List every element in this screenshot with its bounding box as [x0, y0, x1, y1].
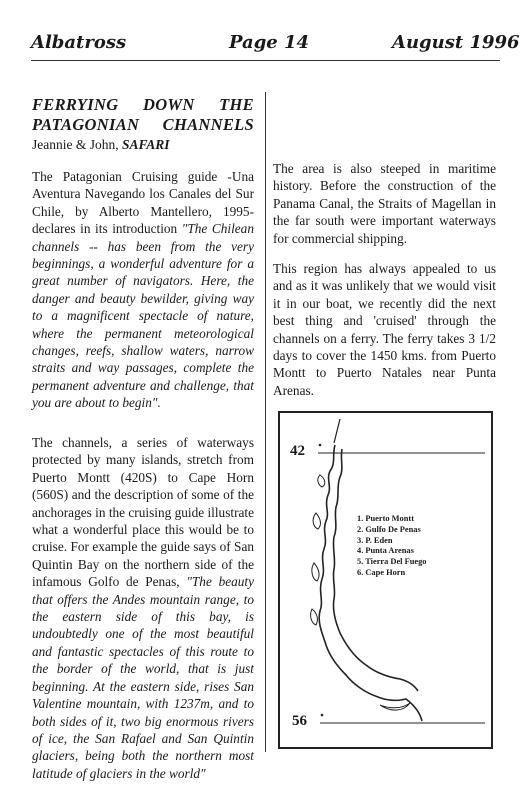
legend-item: 6. Cape Horn: [357, 567, 406, 577]
column-divider: [265, 92, 266, 752]
paragraph-channels-quote: "The beauty that offers the Andes mountain range, to the eastern side of this bay, is undoubtedly one of the most beautiful and fantastic spectacles of this route to the border of the world, that is just beginning. At the eastern side, rises San Valentine mountain, with 1237m, and to both sides of it, two big enormous rivers of ice, the San Rafael and San Quintin glaciers, being both the northern most latitude of glaciers in the world": [32, 574, 255, 781]
route-line: [334, 419, 340, 443]
island-shape: [318, 475, 325, 487]
patagonia-map-figure: [278, 411, 493, 749]
island-shape: [313, 513, 320, 529]
byline-names: Jeannie & John,: [32, 137, 119, 152]
article-title: FERRYING DOWN THE PATAGONIAN CHANNELS: [32, 95, 254, 134]
header-rule: [31, 60, 500, 61]
paragraph-intro: [32, 168, 254, 412]
page-number: Page 14: [229, 32, 310, 53]
lat-dot: [321, 714, 324, 717]
lat-label-top: 42: [290, 443, 305, 459]
paragraph-channels: [32, 434, 254, 782]
legend-item: 4. Punta Arenas: [357, 546, 414, 556]
paragraph-channels-text: The channels, a series of waterways protected by many islands, stretch from Puerto Montt (420S) to Cape Horn (560S) and the description of some of the anchorages in the cruising guide illustrate what a wonderful place this would be to cruise. For example the guide says of San Quintin Bay on the northern side of the infamous Golfo de Penas,: [32, 435, 254, 590]
issue-date: August 1996: [392, 32, 520, 53]
legend-item: 5. Tierra Del Fuego: [357, 557, 427, 567]
island-shape: [311, 609, 318, 625]
island-shape: [380, 703, 410, 710]
paragraph-ferry: This region has always appealed to us and as it was unlikely that we would visit it in our boat, we recently did the next best thing and 'cruised' through the channels on a ferry. The ferry takes 3 1/2 days to cover the 1450 kms. from Puerto Montt to Puerto Natales near Punta Arenas.: [273, 261, 496, 398]
island-shape: [312, 563, 319, 581]
map-legend: [357, 514, 426, 579]
byline-boat: SAFARI: [122, 137, 170, 152]
lat-label-bottom: 56: [292, 713, 307, 729]
lat-dot: [319, 444, 322, 447]
legend-item: 2. Gulfo De Penas: [357, 524, 421, 534]
article-byline: [32, 137, 170, 153]
paragraph-intro-quote: "The Chilean channels -- has been from the very beginnings, a wonderful adventure for a great number of navigators. Here, the danger and beauty bewilder, giving way to a magnificent spectacle of nature, where the permanent meteorological changes, reefs, shallow waters, narrow straits and way passages, complete the permanent adventure and challenge, that you are about to begin".: [32, 221, 254, 411]
legend-item: 3. P. Eden: [357, 535, 393, 545]
legend-item: 1. Puerto Montt: [357, 514, 414, 523]
paragraph-intro-text: The Patagonian Cruising guide -Una Aventura Navegando los Canales del Sur Chile, by Alberto Mantellero, 1995- declares in its introduction: [32, 169, 254, 237]
magazine-title: Albatross: [31, 32, 127, 53]
paragraph-history: The area is also steeped in maritime history. Before the construction of the Panama Canal, the Straits of Magellan in the far south were important waterways for commercial shipping.: [273, 161, 496, 246]
coastline-map: [280, 413, 491, 747]
coastline-path: [319, 445, 422, 721]
